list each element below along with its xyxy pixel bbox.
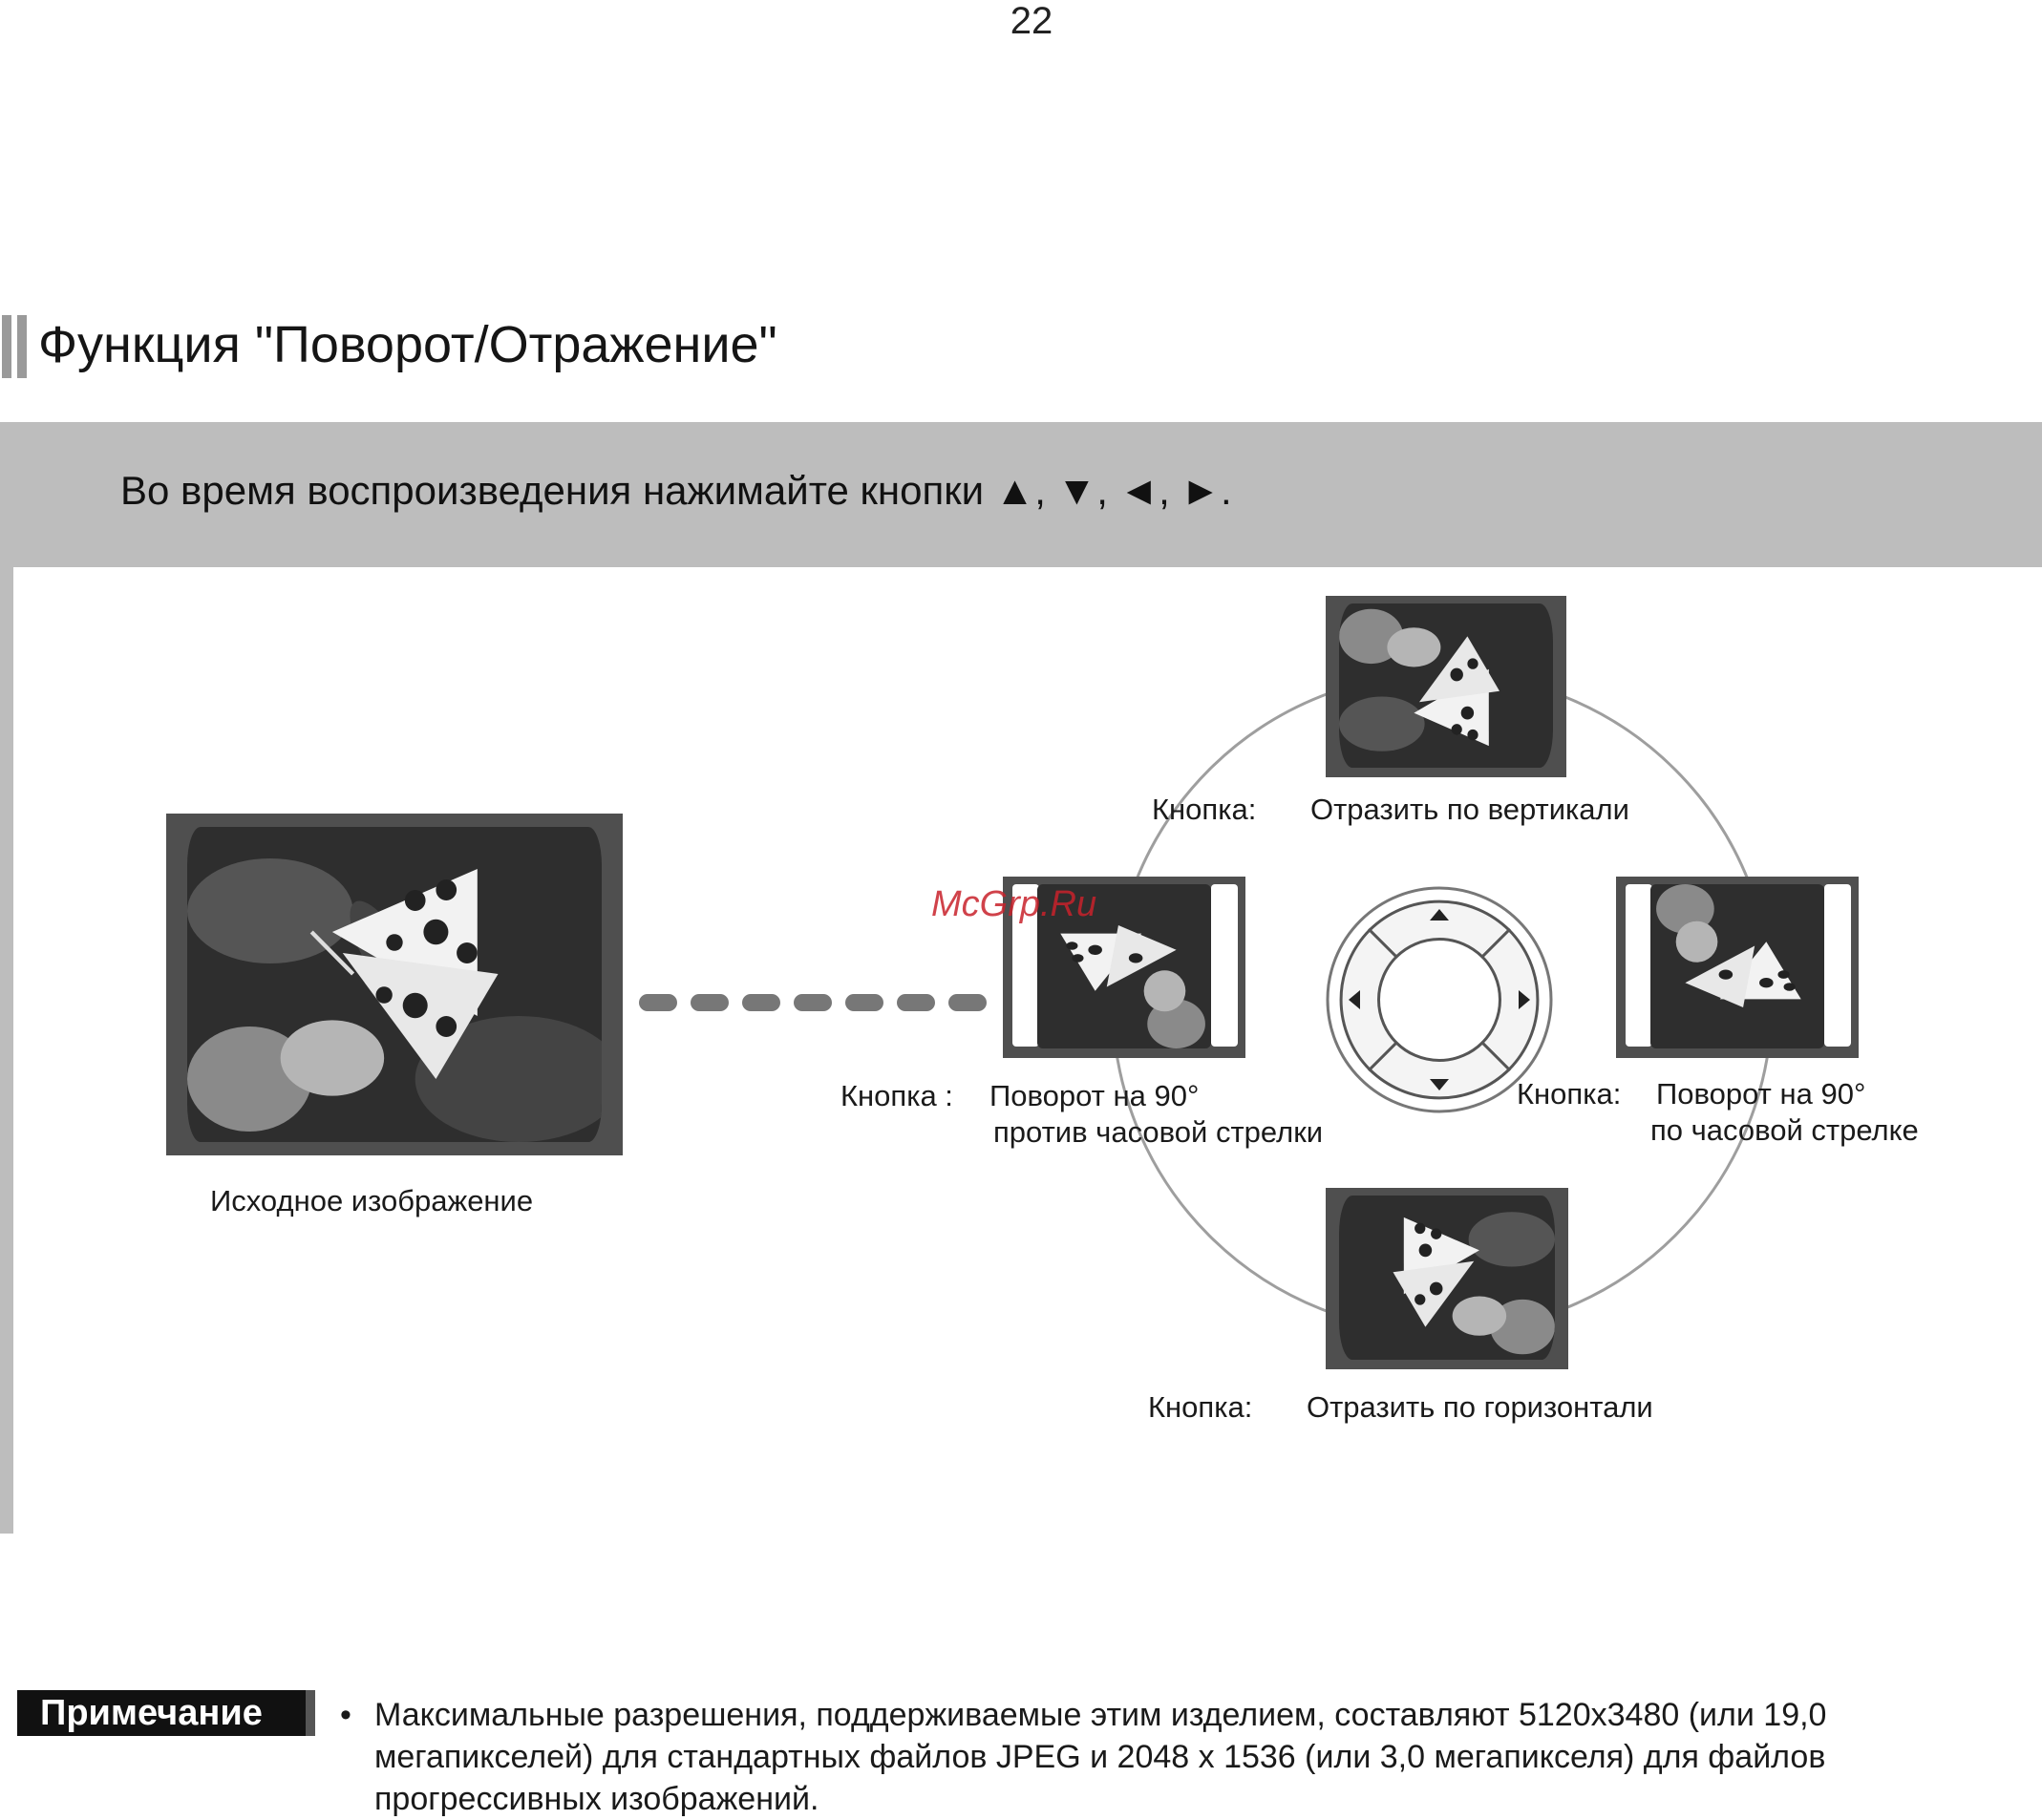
butterfly-rotated-right-photo-icon [1650,884,1824,1048]
note-body: Максимальные разрешения, поддерживаемые этим изделием, составляют 5120x3480 (или 19,0 мегапикселей) для стандартных файлов JPEG и 2048 x 1536 (или 3,0 мегапикселя) для файлов прогрессивных изображений. [374,1697,1827,1817]
note-bullet: • [340,1697,351,1733]
butterfly-photo-icon [187,827,602,1142]
right-description-line1: Поворот на 90° [1656,1077,1866,1111]
up-button-label: Кнопка: [1152,793,1257,826]
page-number: 22 [1010,0,1053,42]
left-button-label: Кнопка : [840,1079,953,1112]
watermark: McGrp.Ru [931,884,1097,924]
horizontal-flip-image [1326,1188,1568,1369]
note-badge: Примечание [17,1690,315,1736]
down-description: Отразить по горизонтали [1307,1390,1653,1424]
butterfly-flipped-photo-icon [1339,603,1553,768]
section-title: Функция "Поворот/Отражение" [38,316,777,373]
note-text [340,1694,1945,1820]
left-description-line2: против часовой стрелки [993,1115,1324,1149]
original-image [166,814,623,1155]
instruction-text: Во время воспроизведения нажимайте кнопки ▲, ▼, ◄, ►. [120,468,1232,513]
down-button-label: Кнопка: [1148,1390,1253,1424]
butterfly-mirrored-photo-icon [1339,1196,1555,1360]
rotate-cw-image [1616,877,1859,1058]
vertical-flip-image [1326,596,1566,777]
right-button-label: Кнопка: [1517,1077,1622,1111]
up-description: Отразить по вертикали [1310,793,1629,826]
original-caption: Исходное изображение [210,1184,534,1217]
left-description-line1: Поворот на 90° [989,1079,1200,1112]
dpad [1324,884,1555,1115]
right-description-line2: по часовой стрелке [1650,1113,1919,1147]
